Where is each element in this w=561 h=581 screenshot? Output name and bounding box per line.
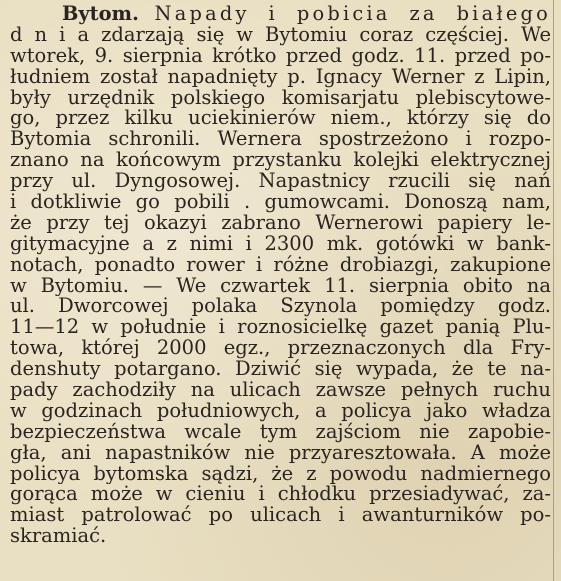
text-line: przy ul. Dyngosowej. Napastnicy rzucili się nań bbox=[10, 171, 551, 193]
text-line: denshuty potargano. Dziwić się wypada, że te na- bbox=[10, 359, 551, 381]
text-line: w godzinach południowych, a policya jako władza bbox=[10, 400, 551, 422]
text-line: znano na końcowym przystanku kolejki elektrycznej bbox=[10, 150, 551, 172]
text-line: notach, ponadto rower i różne drobiazgi, zakupione bbox=[10, 254, 551, 276]
text-line: gitymacyjne a z nimi i 2300 mk. gotówki w bank- bbox=[10, 233, 551, 255]
text-line: wtorek, 9. sierpnia krótko przed godz. 11. przed po- bbox=[10, 45, 551, 67]
text-line: ul. Dworcowej polaka Szynola pomiędzy godz. bbox=[10, 296, 551, 318]
text-line: w Bytomiu. — We czwartek 11. sierpnia obito na bbox=[10, 275, 551, 297]
text-line: i dotkliwie go pobili . gumowcami. Donoszą nam, bbox=[10, 192, 551, 213]
text-line: d n i a zdarzają się w Bytomiu coraz częściej. We bbox=[10, 24, 551, 46]
article-text bbox=[10, 4, 551, 547]
text-line: bezpieczeństwa wcale tym zajściom nie zapobie- bbox=[10, 421, 551, 443]
column-rule bbox=[553, 0, 554, 581]
article-headline-line bbox=[10, 4, 551, 25]
text-line: gła, ani napastników nie przyaresztowała. A może bbox=[10, 442, 551, 464]
text-line: że przy tej okazyi zabrano Wernerowi papiery le- bbox=[10, 212, 551, 234]
article-headline: Napady i pobicia za białego bbox=[154, 4, 551, 25]
text-line: były urzędnik polskiego komisarjatu plebiscytowe- bbox=[10, 87, 551, 109]
text-line: skramiać. bbox=[10, 526, 107, 548]
text-line: Bytomia schronili. Wernera spostrzeżono i rozpo- bbox=[10, 129, 551, 151]
text-line: łudniem został napadnięty p. Ignacy Werner z Lipin, bbox=[10, 66, 551, 88]
article-place: Bytom. bbox=[62, 4, 139, 25]
text-line: go, przez kilku uciekinierów niem., którzy się do bbox=[10, 108, 551, 130]
text-line: gorąca może w cieniu i chłodku przesiadywać, za- bbox=[10, 484, 551, 506]
text-line: pady zachodziły na ulicach zawsze pełnych ruchu bbox=[10, 380, 551, 401]
text-line: miast patrolować po ulicach i awanturników po- bbox=[10, 505, 551, 527]
text-line: 11—12 w południe i roznosicielkę gazet panią Plu- bbox=[10, 317, 551, 339]
text-line: towa, której 2000 egz., przeznaczonych dla Fry- bbox=[10, 338, 551, 360]
text-line: policya bytomska sądzi, że z powodu nadmiernego bbox=[10, 463, 551, 485]
